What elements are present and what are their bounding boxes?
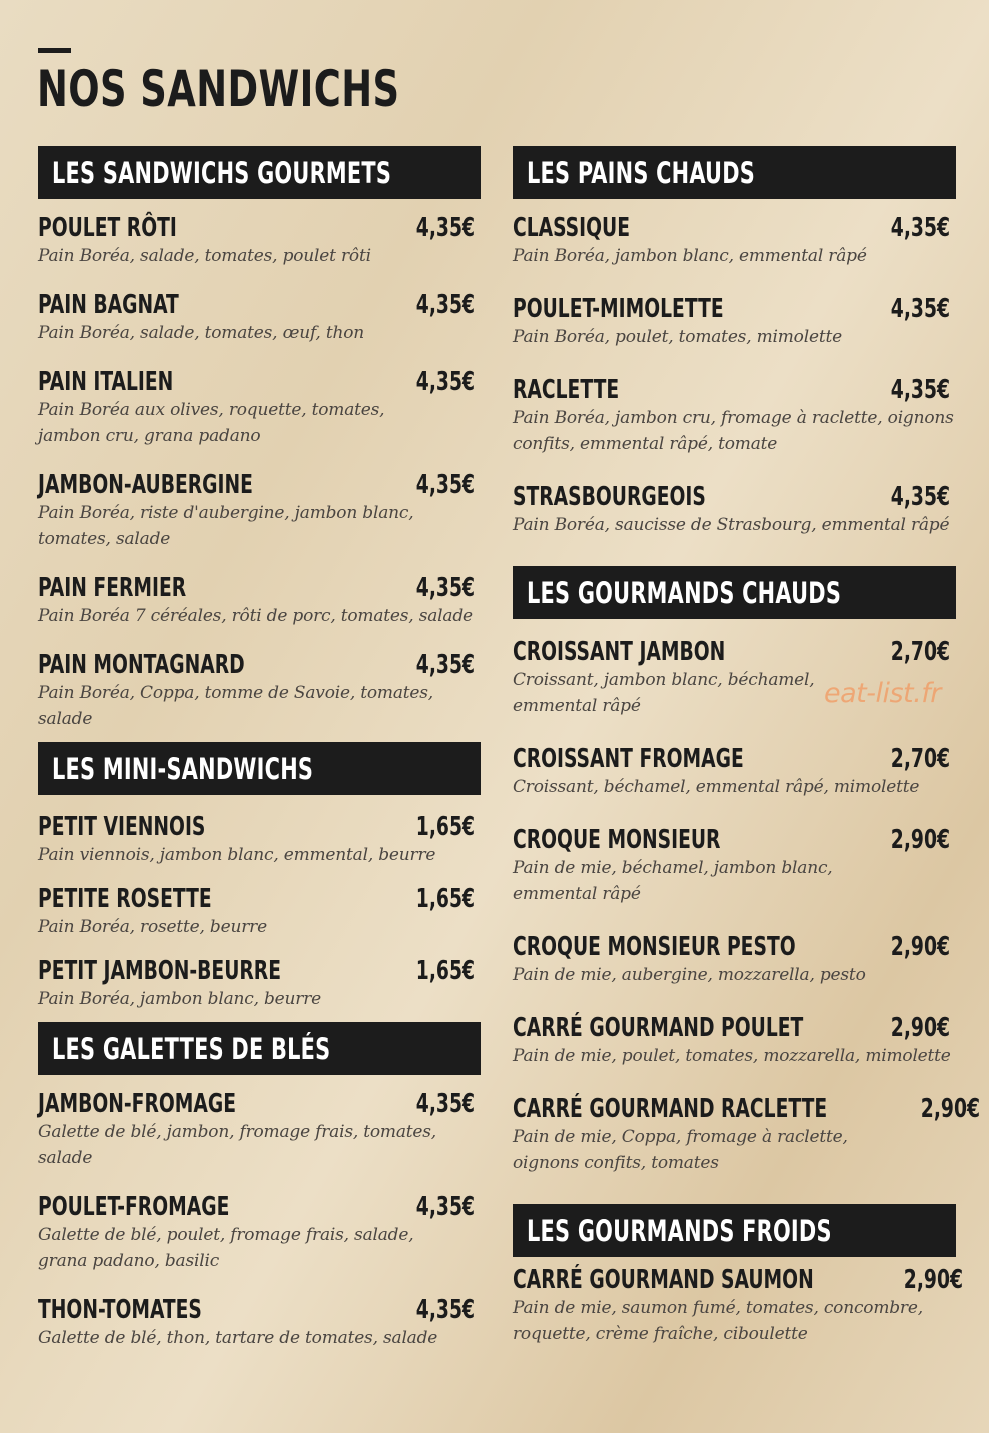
- page-title: NOS SANDWICHS: [37, 60, 400, 118]
- item-price: 2,90€: [890, 932, 950, 962]
- menu-item-jambon-fromage: [38, 1089, 481, 1171]
- item-name: PAIN BAGNAT: [38, 290, 179, 320]
- item-name: POULET-FROMAGE: [38, 1192, 230, 1222]
- item-price: 2,70€: [890, 744, 950, 774]
- menu-item-poulet-mimolette: [513, 294, 956, 350]
- item-price: 1,65€: [415, 956, 475, 986]
- item-description: Galette de blé, jambon, fromage frais, tomates, salade: [38, 1122, 436, 1168]
- menu-item-classique: [513, 213, 956, 269]
- item-name: PAIN ITALIEN: [38, 367, 174, 397]
- item-description: Pain de mie, béchamel, jambon blanc, emmental râpé: [513, 858, 833, 904]
- menu-item-poulet-fromage: [38, 1192, 481, 1274]
- menu-item-pain-fermier: [38, 573, 481, 629]
- item-description: Pain Boréa, jambon cru, fromage à raclette, oignons confits, emmental râpé, tomate: [513, 408, 954, 454]
- item-description: Pain de mie, Coppa, fromage à raclette, oignons confits, tomates: [513, 1127, 848, 1173]
- item-name: CROQUE MONSIEUR: [513, 825, 721, 855]
- item-description: Pain Boréa, poulet, tomates, mimolette: [513, 327, 842, 347]
- item-price: 1,65€: [415, 884, 475, 914]
- item-name: PETIT VIENNOIS: [38, 812, 206, 842]
- menu-item-petite-rosette: [38, 884, 481, 940]
- left-column: [38, 146, 481, 1351]
- item-price: 2,70€: [890, 637, 950, 667]
- item-description: Pain Boréa, salade, tomates, poulet rôti: [38, 246, 371, 266]
- item-description: Pain de mie, aubergine, mozzarella, pesto: [513, 965, 866, 985]
- item-price: 2,90€: [890, 825, 950, 855]
- item-description: Pain Boréa, Coppa, tomme de Savoie, tomates, salade: [38, 683, 433, 729]
- item-name: JAMBON-FROMAGE: [38, 1089, 237, 1119]
- section-header-mini-sandwichs: [38, 742, 481, 795]
- menu-item-petit-jambon-beurre: [38, 956, 481, 1012]
- section-title: LES GOURMANDS FROIDS: [527, 1213, 832, 1248]
- item-description: Pain Boréa 7 céréales, rôti de porc, tomates, salade: [38, 606, 473, 626]
- item-description: Pain Boréa, jambon blanc, emmental râpé: [513, 246, 867, 266]
- item-description: Pain Boréa, riste d'aubergine, jambon blanc, tomates, salade: [38, 503, 414, 549]
- section-title: LES SANDWICHS GOURMETS: [52, 155, 392, 190]
- item-name: PETIT JAMBON-BEURRE: [38, 956, 282, 986]
- menu-item-carre-gourmand-poulet: [513, 1013, 956, 1069]
- item-name: PETITE ROSETTE: [38, 884, 212, 914]
- item-name: POULET-MIMOLETTE: [513, 294, 724, 324]
- menu-item-croque-monsieur-pesto: [513, 932, 956, 988]
- item-description: Pain Boréa, salade, tomates, œuf, thon: [38, 323, 365, 343]
- item-description: Pain viennois, jambon blanc, emmental, beurre: [38, 845, 436, 865]
- item-description: Croissant, jambon blanc, béchamel, emmental râpé: [513, 670, 815, 716]
- menu-item-croque-monsieur: [513, 825, 956, 907]
- item-price: 4,35€: [415, 367, 475, 397]
- item-name: PAIN FERMIER: [38, 573, 187, 603]
- section-header-galettes-de-bles: [38, 1022, 481, 1075]
- item-name: STRASBOURGEOIS: [513, 482, 706, 512]
- item-price: 4,35€: [415, 1089, 475, 1119]
- section-title: LES GALETTES DE BLÉS: [52, 1031, 331, 1066]
- watermark-text: eat-list.fr: [824, 678, 941, 709]
- section-header-gourmands-froids: [513, 1204, 956, 1257]
- item-price: 4,35€: [415, 213, 475, 243]
- item-description: Pain de mie, poulet, tomates, mozzarella, mimolette: [513, 1046, 951, 1066]
- section-header-gourmands-chauds: [513, 566, 956, 619]
- menu-item-carre-gourmand-saumon: [513, 1265, 963, 1347]
- item-price: 2,90€: [920, 1094, 980, 1124]
- item-price: 4,35€: [415, 573, 475, 603]
- item-price: 1,65€: [415, 812, 475, 842]
- menu-item-strasbourgeois: [513, 482, 956, 538]
- menu-item-thon-tomates: [38, 1295, 481, 1351]
- menu-item-carre-gourmand-raclette: [513, 1094, 980, 1176]
- section-title: LES PAINS CHAUDS: [527, 155, 756, 190]
- menu-item-croissant-fromage: [513, 744, 956, 800]
- item-price: 4,35€: [415, 1295, 475, 1325]
- item-name: POULET RÔTI: [38, 213, 177, 243]
- item-price: 4,35€: [415, 1192, 475, 1222]
- menu-item-raclette: [513, 375, 956, 457]
- item-name: RACLETTE: [513, 375, 620, 405]
- item-name: CROISSANT JAMBON: [513, 637, 726, 667]
- item-description: Galette de blé, poulet, fromage frais, salade, grana padano, basilic: [38, 1225, 414, 1271]
- item-name: PAIN MONTAGNARD: [38, 650, 245, 680]
- item-name: CROQUE MONSIEUR PESTO: [513, 932, 796, 962]
- item-price: 4,35€: [415, 650, 475, 680]
- item-description: Pain Boréa, jambon blanc, beurre: [38, 989, 321, 1009]
- menu-item-pain-italien: [38, 367, 481, 449]
- item-price: 4,35€: [415, 470, 475, 500]
- section-header-pains-chauds: [513, 146, 956, 199]
- section-title: LES MINI-SANDWICHS: [52, 751, 314, 786]
- item-price: 4,35€: [890, 375, 950, 405]
- item-name: JAMBON-AUBERGINE: [38, 470, 253, 500]
- item-price: 4,35€: [415, 290, 475, 320]
- item-description: Pain Boréa, saucisse de Strasbourg, emmental râpé: [513, 515, 950, 535]
- section-header-sandwichs-gourmets: [38, 146, 481, 199]
- menu-item-pain-montagnard: [38, 650, 481, 732]
- item-description: Pain Boréa aux olives, roquette, tomates, jambon cru, grana padano: [38, 400, 385, 446]
- item-price: 2,90€: [890, 1013, 950, 1043]
- section-title: LES GOURMANDS CHAUDS: [527, 575, 842, 610]
- menu-item-pain-bagnat: [38, 290, 481, 346]
- item-price: 4,35€: [890, 294, 950, 324]
- item-name: CROISSANT FROMAGE: [513, 744, 744, 774]
- item-name: CARRÉ GOURMAND RACLETTE: [513, 1094, 828, 1124]
- item-name: CLASSIQUE: [513, 213, 630, 243]
- item-price: 2,90€: [903, 1265, 963, 1295]
- title-dash: [38, 48, 71, 53]
- item-description: Croissant, béchamel, emmental râpé, mimolette: [513, 777, 920, 797]
- menu-item-jambon-aubergine: [38, 470, 481, 552]
- right-column: [513, 146, 980, 1347]
- item-name: CARRÉ GOURMAND POULET: [513, 1013, 804, 1043]
- item-price: 4,35€: [890, 213, 950, 243]
- item-description: Pain Boréa, rosette, beurre: [38, 917, 267, 937]
- item-name: THON-TOMATES: [38, 1295, 202, 1325]
- item-name: CARRÉ GOURMAND SAUMON: [513, 1265, 814, 1295]
- menu-item-petit-viennois: [38, 812, 481, 868]
- item-description: Galette de blé, thon, tartare de tomates, salade: [38, 1328, 438, 1348]
- item-price: 4,35€: [890, 482, 950, 512]
- menu-item-poulet-roti: [38, 213, 481, 269]
- item-description: Pain de mie, saumon fumé, tomates, concombre, roquette, crème fraîche, ciboulette: [513, 1298, 923, 1344]
